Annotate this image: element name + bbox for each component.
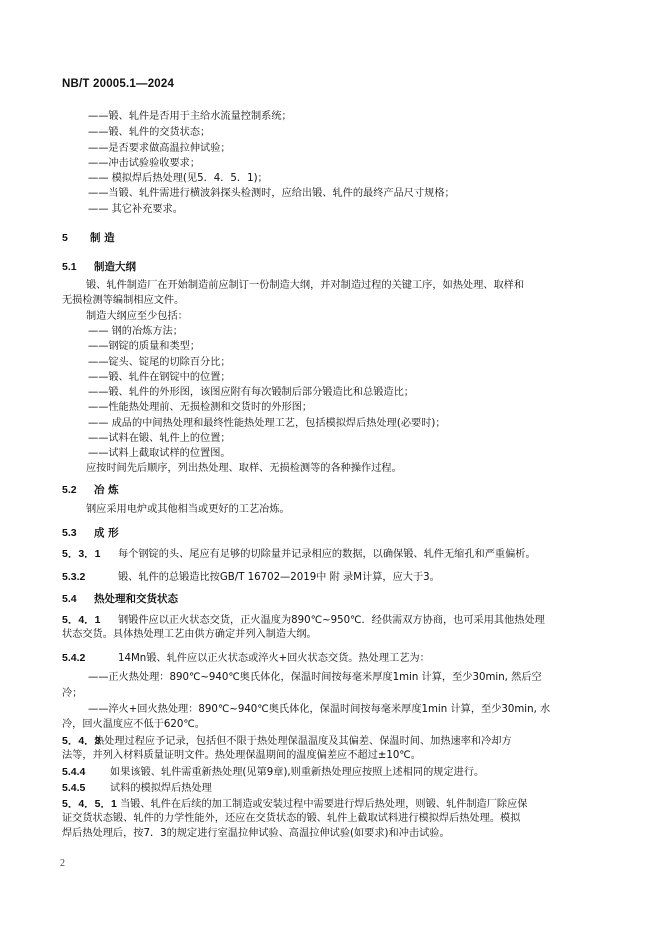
paragraph-line: 状态交货。具体热处理工艺由供方确定并列入制造大纲。 <box>62 629 317 640</box>
clause-text: 热处理过程应予记录，包括但不限于热处理保温温度及其偏差、保温时间、加热速率和冷却方 <box>94 736 512 747</box>
section-number: 5.2 <box>62 484 77 496</box>
clause-number: 5．3．1 <box>62 548 101 560</box>
clause-5-4-2 <box>62 651 430 666</box>
section-5-4-heading <box>62 591 178 606</box>
section-title: 成 形 <box>94 527 119 539</box>
section-number: 5.1 <box>62 261 77 273</box>
clause-5-3-2 <box>62 570 440 585</box>
intro-list-item: ——冲击试验验收要求； <box>88 158 201 169</box>
intro-list-item: —— 模拟焊后热处理(见5．4．5．1)； <box>88 173 268 184</box>
section-number: 5.3 <box>62 527 77 539</box>
document-code-header: NB/T 20005.1—2024 <box>62 78 175 90</box>
clause-5-4-1 <box>62 613 545 628</box>
paragraph-line: 无损检测等编制相应文件。 <box>62 295 185 306</box>
section-number: 5.4 <box>62 593 77 605</box>
plan-list-item: ——钢锭的质量和类型； <box>88 341 201 352</box>
heat-treatment-item-cont: 冷； <box>62 688 83 699</box>
heat-treatment-item: ——正火热处理：890℃~940℃奥氏体化，保温时间按每毫米厚度1min 计算，至少30min, 然后空 <box>88 672 542 683</box>
clause-number: 5．4．5．1 <box>62 798 117 810</box>
clause-number: 5．4．1 <box>62 614 101 626</box>
paragraph-line: 钢应采用电炉或其他相当或更好的工艺冶炼。 <box>86 504 290 515</box>
page-number: 2 <box>60 858 65 869</box>
clause-number: 5.4.5 <box>62 782 86 794</box>
plan-list-item: ——锻、轧件的外形图，该图应附有每次锻制后部分锻造比和总锻造比； <box>88 387 414 398</box>
clause-text: 试料的模拟焊后热处理 <box>110 783 212 794</box>
clause-5-4-4 <box>62 765 484 780</box>
paragraph-line: 应按时间先后顺序，列出热处理、取样、无损检测等的各种操作过程。 <box>86 463 402 474</box>
section-5-3-heading <box>62 525 119 540</box>
plan-list-item: ——试料在锻、轧件上的位置； <box>88 433 231 444</box>
intro-list-item: ——锻、轧件是否用于主给水流量控制系统； <box>88 111 292 122</box>
clause-text: 14Mn锻、轧件应以正火状态或淬火+回火状态交货。热处理工艺为： <box>118 653 430 664</box>
intro-list-item: ——是否要求做高温拉伸试验； <box>88 143 231 154</box>
heat-treatment-item: ——淬火+回火热处理：890℃~940℃奥氏体化，保温时间按每毫米厚度1min 计算，至少30min, 水 <box>88 704 551 715</box>
intro-list-item: ——锻、轧件的交货状态； <box>88 127 211 138</box>
clause-number: 5.4.2 <box>62 652 86 664</box>
plan-list-item: —— 成品的中间热处理和最终性能热处理工艺，包括模拟焊后热处理(必要时)； <box>88 418 446 429</box>
clause-text: 锻、轧件的总锻造比按GB/T 16702—2019中 附 录M计算，应大于3。 <box>118 572 440 583</box>
paragraph-line: 焊后热处理后，按7．3的规定进行室温拉伸试验、高温拉伸试验(如要求)和冲击试验。 <box>62 828 450 839</box>
clause-text: 如果该锻、轧件需重新热处理(见第9章),则重新热处理应按照上述相同的规定进行。 <box>110 767 485 778</box>
clause-5-4-5-1 <box>62 797 528 812</box>
section-5-2-heading <box>62 482 119 497</box>
clause-number: 5.4.4 <box>62 766 86 778</box>
clause-text: 钢锻件应以正火状态交货，正火温度为890℃~950℃．经供需双方协商，也可采用其他热处理 <box>118 615 545 626</box>
intro-list-item: —— 其它补充要求。 <box>88 204 183 215</box>
heat-treatment-item-cont: 冷，回火温度应不低于620℃。 <box>62 719 205 730</box>
plan-list-item: —— 钢的冶炼方法； <box>88 326 183 337</box>
section-5-1-heading <box>62 259 136 274</box>
paragraph-line: 制造大纲应至少包括： <box>86 311 188 322</box>
plan-list-item: ——性能热处理前、无损检测和交货时的外形图； <box>88 402 313 413</box>
clause-5-3-1 <box>62 547 536 562</box>
paragraph-line: 证交货状态锻、轧件的力学性能外，还应在交货状态的锻、轧件上截取试料进行模拟焊后热处理。模拟 <box>62 813 521 824</box>
section-5-heading <box>62 230 115 245</box>
section-title: 制造大纲 <box>94 261 136 273</box>
clause-5-4-5 <box>62 781 212 796</box>
paragraph-line: 锻、轧件制造厂在开始制造前应制订一份制造大纲，并对制造过程的关键工序，如热处理、取样和 <box>86 280 525 291</box>
section-title: 冶 炼 <box>94 484 119 496</box>
clause-number: 5.3.2 <box>62 571 86 583</box>
plan-list-item: ——锻、轧件在钢锭中的位置； <box>88 372 231 383</box>
clause-text: 当锻、轧件在后续的加工制造或安装过程中需要进行焊后热处理，则锻、轧件制造厂除应保 <box>120 799 528 810</box>
section-number: 5 <box>62 232 68 244</box>
clause-5-4-3 <box>62 734 512 749</box>
intro-list-item: ——当锻、轧件需进行横波斜探头检测时，应给出锻、轧件的最终产品尺寸规格； <box>88 188 455 199</box>
plan-list-item: ——锭头、锭尾的切除百分比； <box>88 357 231 368</box>
section-title: 热处理和交货状态 <box>94 593 178 605</box>
plan-list-item: ——试料上截取试样的位置图。 <box>88 448 231 459</box>
section-title: 制 造 <box>90 232 115 244</box>
clause-number: 5．4．3 <box>62 735 101 747</box>
clause-text: 每个钢锭的头、尾应有足够的切除量并记录相应的数据，以确保锻、轧件无缩孔和严重偏析。 <box>118 549 536 560</box>
paragraph-line: 法等，并列入材料质量证明文件。热处理保温期间的温度偏差应不超过±10℃。 <box>62 750 421 761</box>
